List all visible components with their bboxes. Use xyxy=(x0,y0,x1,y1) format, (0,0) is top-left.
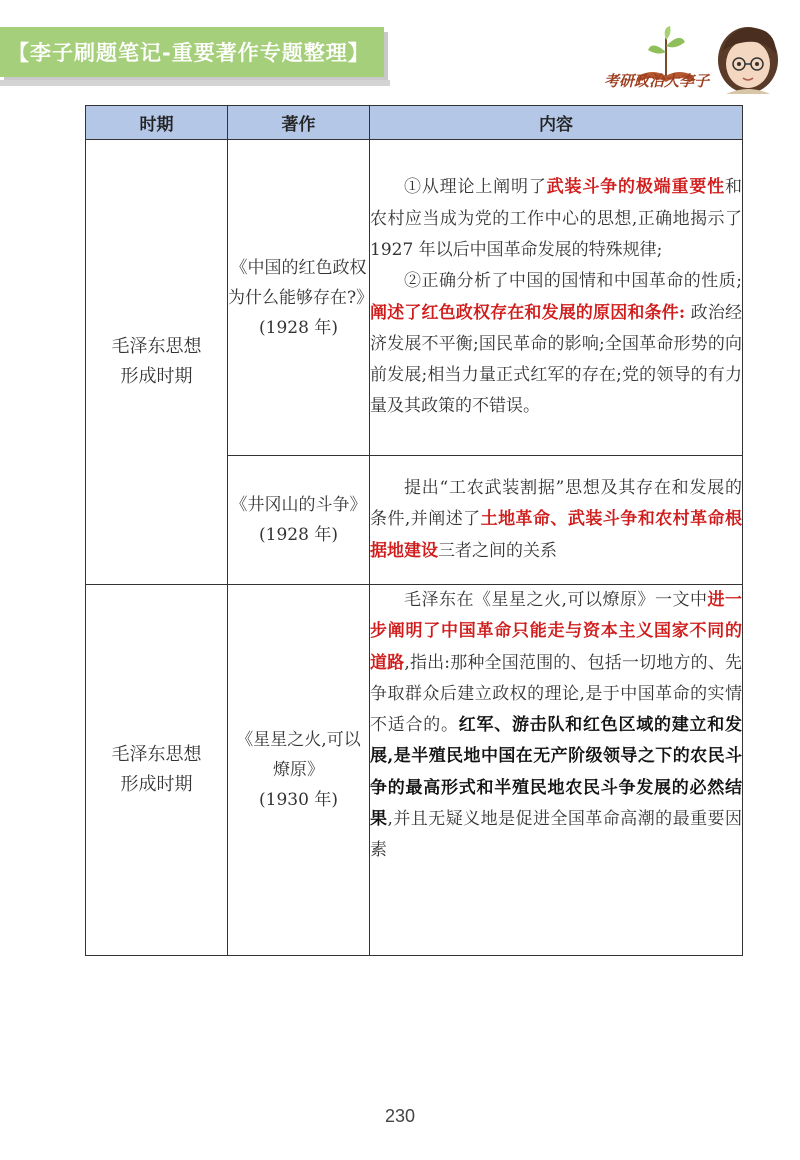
content-paragraph xyxy=(370,585,742,867)
content-cell xyxy=(370,456,743,585)
work-year: (1930 年) xyxy=(259,790,338,810)
content-text: 毛泽东在《星星之火,可以燎原》一文中 xyxy=(404,590,708,610)
content-paragraph xyxy=(370,473,742,567)
emphasis-text: 阐述了红色政权存在和发展的原因和条件: xyxy=(370,302,686,323)
content-text: ①从理论上阐明了 xyxy=(404,177,547,198)
work-cell xyxy=(228,456,370,585)
table-row xyxy=(86,140,743,456)
period-cell xyxy=(86,585,228,956)
work-title: 《中国的红色政权为什么能够存在?》 xyxy=(228,257,374,308)
content-text: ②正确分析了中国的国情和中国革命的性质; xyxy=(404,271,742,292)
avatar xyxy=(718,27,778,94)
banner-shadow xyxy=(0,80,390,86)
content-text: ,指出:那种全国范围的、包括一切地方的、先争取群众后建立政权的理论,是于中国革命的实情不适合的。 xyxy=(370,652,742,736)
page-number: 230 xyxy=(384,1106,416,1126)
period-cell xyxy=(86,140,228,585)
content-cell xyxy=(370,585,743,956)
column-header-work: 著作 xyxy=(228,106,370,140)
content-paragraph xyxy=(370,266,742,422)
content-text: ,并且无疑义地是促进全国革命高潮的最重要因素 xyxy=(370,809,743,861)
work-year: (1928 年) xyxy=(259,317,338,338)
emphasis-text: 土地革命、武装斗争和农村革命根据地建设 xyxy=(370,509,743,561)
emphasis-text: 进一步阐明了中国革命只能走与资本主义国家不同的道路 xyxy=(370,590,743,673)
period-label: 毛泽东思想形成时期 xyxy=(111,744,202,795)
works-table xyxy=(85,105,743,956)
column-header-content: 内容 xyxy=(370,106,743,140)
work-cell xyxy=(228,585,370,956)
work-title: 《星星之火,可以燎原》 xyxy=(236,730,361,780)
work-title: 《井冈山的斗争》 xyxy=(230,495,367,515)
content-text: 政治经济发展不平衡;国民革命的影响;全国革命形势的向前发展;相当力量正式红军的存在;党的领导的有力量及其政策的不错误。 xyxy=(370,302,743,417)
column-header-period: 时期 xyxy=(86,106,228,140)
content-text: 提出“工农武装割据”思想及其存在和发展的条件,并阐述了 xyxy=(370,478,742,530)
table-header-row xyxy=(86,106,743,140)
period-label: 毛泽东思想形成时期 xyxy=(111,336,202,387)
content-text: 和农村应当成为党的工作中心的思想,正确地揭示了 1927 年以后中国革命发展的特殊规律; xyxy=(370,177,743,260)
content-paragraph xyxy=(370,172,742,266)
work-cell xyxy=(228,140,374,456)
emphasis-text: 武装斗争的极端重要性 xyxy=(546,177,726,198)
work-year: (1928 年) xyxy=(259,525,338,545)
banner-title: 【李子刷题笔记-重要著作专题整理】 xyxy=(8,41,370,65)
table-row xyxy=(86,585,743,956)
header-banner xyxy=(0,27,384,77)
content-text: 三者之间的关系 xyxy=(438,540,557,561)
content-cell xyxy=(370,140,743,456)
logo-text: 考研政治大李子 xyxy=(604,72,710,90)
bold-text: 红军、游击队和红色区域的建立和发展,是半殖民地中国在无产阶级领导之下的农民斗争的最高形式和半殖民地农民斗争发展的必然结果 xyxy=(370,715,742,830)
